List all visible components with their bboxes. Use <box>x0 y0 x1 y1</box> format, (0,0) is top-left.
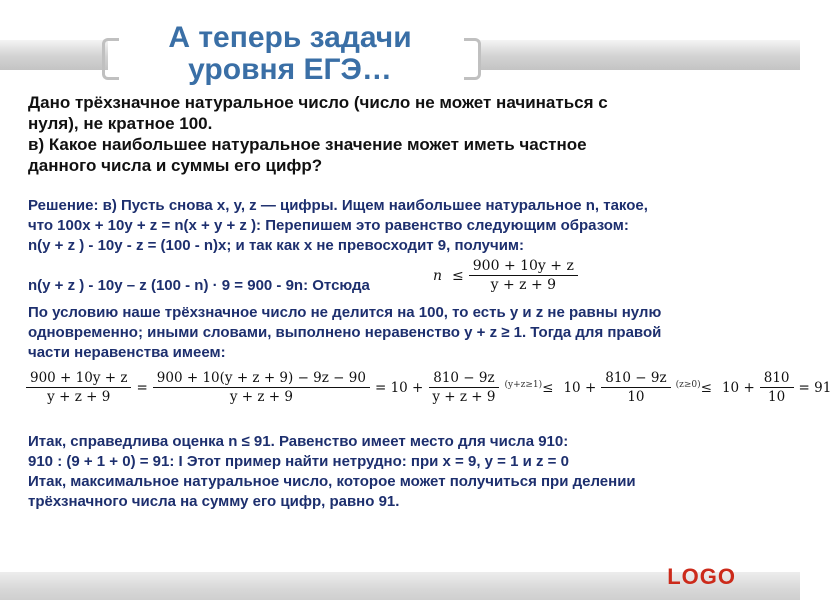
solution-line-9: 910 : (9 + 1 + 0) = 91: I Этот пример найти нетрудно: при x = 9, y = 1 и z = 0 <box>28 453 569 470</box>
solution-line-11: трёхзначного числа на сумму его цифр, равно 91. <box>28 493 400 510</box>
formula2-f2-denominator: y + z + 9 <box>229 389 293 405</box>
formula2-fraction-4 <box>601 370 670 405</box>
solution-line-1: Решение: в) Пусть снова x, y, z — цифры. Ищем наибольшее натуральное n, такое, <box>28 197 648 214</box>
formula2-fraction-5 <box>760 370 794 405</box>
formula2-f3-denominator: y + z + 9 <box>432 389 496 405</box>
formula2-term-4: 10 + <box>563 379 597 396</box>
formula2-term-5: 10 + <box>721 379 755 396</box>
formula2-le-1-sign: ≤ <box>542 379 554 396</box>
formula1-sign: ≤ <box>452 267 464 284</box>
formula-estimate-chain <box>26 370 836 405</box>
formula2-f1-numerator: 900 + 10y + z <box>26 370 131 388</box>
formula1-fraction <box>469 258 578 293</box>
formula2-f2-numerator: 900 + 10(y + z + 9) − 9z − 90 <box>153 370 370 388</box>
formula2-f3-numerator: 810 − 9z <box>429 370 498 388</box>
formula1-numerator: 900 + 10y + z <box>469 258 578 276</box>
problem-line-4: данного числа и суммы его цифр? <box>28 156 323 175</box>
solution-line-7: части неравенства имеем: <box>28 344 226 361</box>
problem-line-1: Дано трёхзначное натуральное число (число не может начинаться с <box>28 93 608 112</box>
formula1-denominator: y + z + 9 <box>490 277 557 293</box>
formula2-fraction-2 <box>153 370 370 405</box>
formula2-fraction-3 <box>428 370 499 405</box>
formula2-condition-2: (z≥0) <box>675 379 701 390</box>
formula2-f4-numerator: 810 − 9z <box>601 370 670 388</box>
solution-line-4: n(y + z ) - 10y – z (100 - n) · 9 = 900 - 9n: Отсюда <box>28 277 370 294</box>
header-bar-left <box>0 40 108 70</box>
solution-line-6: одновременно; иными словами, выполнено неравенство y + z ≥ 1. Тогда для правой <box>28 324 662 341</box>
solution-line-2: что 100x + 10y + z = n(x + y + z ): Перепишем это равенство следующим образом: <box>28 217 629 234</box>
formula2-f4-denominator: 10 <box>627 389 645 405</box>
formula2-f5-numerator: 810 <box>760 370 794 388</box>
logo: LOGO <box>667 564 736 589</box>
title-bracket-left <box>102 38 119 80</box>
solution-line-8: Итак, справедлива оценка n ≤ 91. Равенство имеет место для числа 910: <box>28 433 569 450</box>
formula2-f5-denominator: 10 <box>768 389 786 405</box>
title-line-1: А теперь задачи <box>168 21 412 54</box>
formula2-eq-1: = <box>136 379 148 396</box>
formula2-fraction-1 <box>26 370 131 405</box>
formula2-le-2-sign: ≤ <box>700 379 712 396</box>
formula2-le-1 <box>504 380 553 396</box>
header-bar-right <box>478 40 800 70</box>
formula2-f1-denominator: y + z + 9 <box>47 389 111 405</box>
formula2-condition-1: (y+z≥1) <box>504 379 543 390</box>
formula2-eq-2: = 10 + <box>374 379 424 396</box>
solution-block-1 <box>28 196 648 256</box>
formula1-lhs: n <box>433 267 443 284</box>
problem-line-2: нуля), не кратное 100. <box>28 114 213 133</box>
solution-line-3: n(y + z ) - 10y - z = (100 - n)x; и так как x не превосходит 9, получим: <box>28 237 525 254</box>
solution-block-2 <box>28 303 661 363</box>
solution-line-5: По условию наше трёхзначное число не делится на 100, то есть y и z не равны нулю <box>28 304 662 321</box>
formula2-le-2 <box>676 380 712 396</box>
solution-block-3 <box>28 432 636 512</box>
solution-line-10: Итак, максимальное натуральное число, которое может получиться при делении <box>28 473 636 490</box>
problem-line-3: в) Какое наибольшее натуральное значение может иметь частное <box>28 135 587 154</box>
formula2-result: = 91 <box>798 379 832 396</box>
title-line-2: уровня ЕГЭ… <box>188 53 392 86</box>
slide-title <box>118 22 462 86</box>
title-bracket-right <box>464 38 481 80</box>
problem-statement <box>28 92 608 176</box>
formula-n-bound <box>428 258 578 293</box>
